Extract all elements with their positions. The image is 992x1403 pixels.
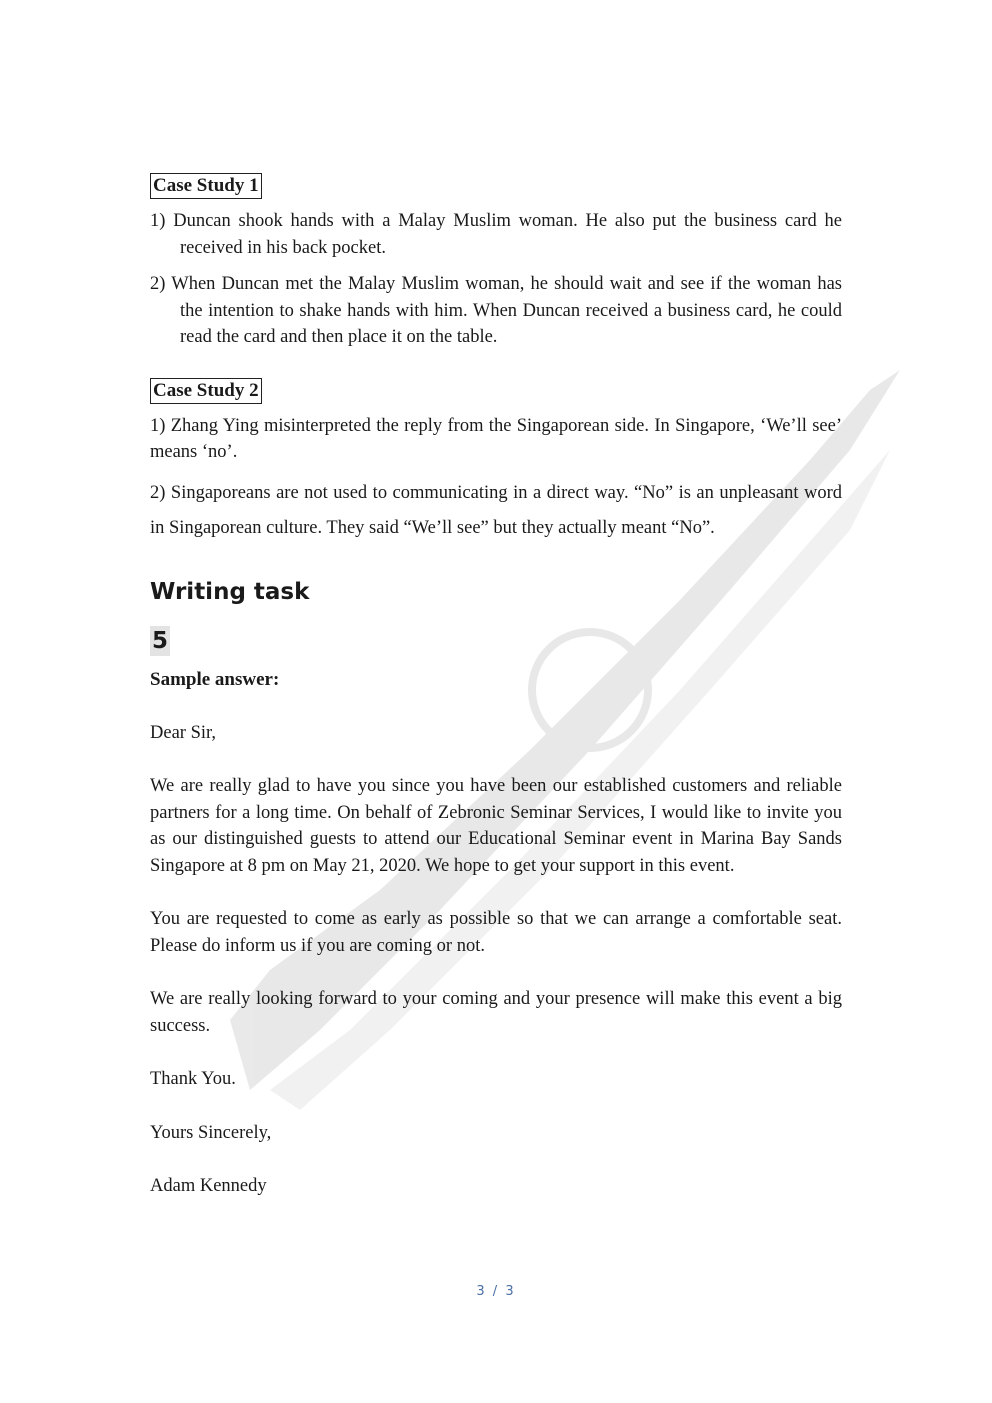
content-column xyxy=(150,173,842,1200)
letter-thanks: Thank You. xyxy=(150,1069,236,1089)
writing-task-heading: Writing task xyxy=(150,578,310,605)
case-study-2-section xyxy=(150,378,842,546)
case-study-2-answer-2: 2) Singaporeans are not used to communicating in a direct way. “No” is an unpleasant word in Singaporean culture. They said “We’ll see” but they actually meant “No”. xyxy=(150,482,842,538)
letter-paragraph-2: You are requested to come as early as possible so that we can arrange a comfortable seat. Please do inform us if you are coming or not. xyxy=(150,909,842,956)
case-study-1-answer-1: 1) Duncan shook hands with a Malay Muslim woman. He also put the business card he received in his back pocket. xyxy=(150,211,842,258)
case-study-1-section xyxy=(150,173,842,351)
case-study-2-answer-1: 1) Zhang Ying misinterpreted the reply from the Singaporean side. In Singapore, ‘We’ll see’ means ‘no’. xyxy=(150,415,842,462)
letter-paragraph-1: We are really glad to have you since you have been our established customers and reliable partners for a long time. On behalf of Zebronic Seminar Services, I would like to invite you as our distinguished guests to attend our Educational Seminar event in Marina Bay Sands Singapore at 8 pm on May 21, 2020. We hope to get your support in this event. xyxy=(150,776,842,876)
case-study-2-title: Case Study 2 xyxy=(150,378,262,404)
letter-salutation: Dear Sir, xyxy=(150,722,217,743)
task-number: 5 xyxy=(152,627,169,654)
sample-answer-label: Sample answer: xyxy=(150,668,280,690)
letter-paragraph-3: We are really looking forward to your coming and your presence will make this event a big success. xyxy=(150,989,842,1036)
letter-closing: Yours Sincerely, xyxy=(150,1122,272,1143)
letter-signature: Adam Kennedy xyxy=(150,1176,267,1196)
case-study-1-title: Case Study 1 xyxy=(150,173,262,199)
page-number: 3 / 3 xyxy=(476,1284,516,1299)
writing-task-section xyxy=(150,577,842,1200)
case-study-1-answer-2: 2) When Duncan met the Malay Muslim woman, he should wait and see if the woman has the intention to shake hands with him. When Duncan received a business card, he could read the card and then place it on the table. xyxy=(150,274,842,347)
